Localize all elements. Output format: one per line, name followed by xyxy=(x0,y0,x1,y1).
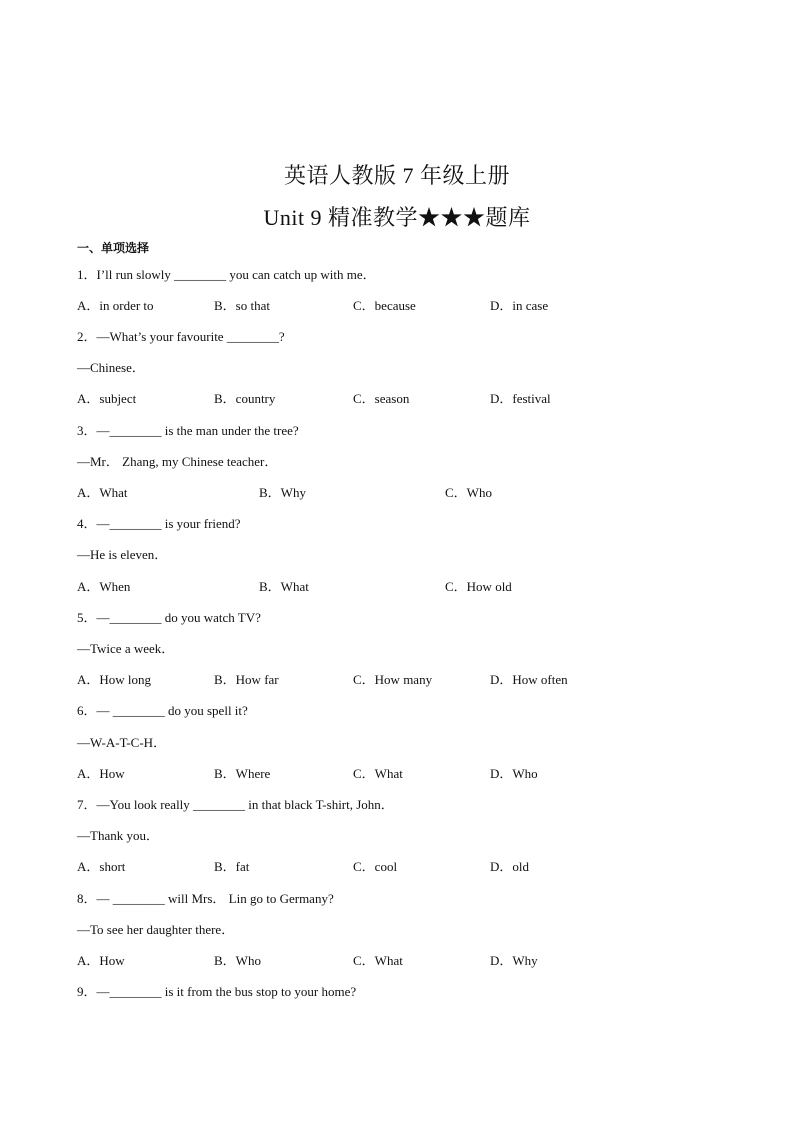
question-6-stem: 6．— ________ do you spell it? xyxy=(77,703,248,718)
question-2-stem: 2．—What’s your favourite ________? xyxy=(77,329,285,344)
question-1-option-b: B．so that xyxy=(214,298,270,313)
question-8-option-d: D．Why xyxy=(490,953,538,968)
question-8-option-b: B．Who xyxy=(214,953,261,968)
question-6-option-d: D．Who xyxy=(490,766,538,781)
question-3-stem: 3．—________ is the man under the tree? xyxy=(77,423,299,438)
question-2-option-c: C．season xyxy=(353,391,410,406)
question-4-options xyxy=(77,578,717,596)
question-5-option-a: A．How long xyxy=(77,672,152,687)
question-8-answer-line: —To see her daughter there． xyxy=(77,922,235,937)
question-5-option-c: C．How many xyxy=(353,672,433,687)
question-2-option-d: D．festival xyxy=(490,391,551,406)
question-4-option-a: A．When xyxy=(77,579,131,594)
page-subtitle: Unit 9 精准教学★★★题库 xyxy=(263,205,531,230)
question-8-stem: 8．— ________ will Mrs． Lin go to Germany? xyxy=(77,891,334,906)
question-3-option-b: B．Why xyxy=(259,485,306,500)
question-7-option-c: C．cool xyxy=(353,859,398,874)
question-7-options xyxy=(77,858,717,876)
question-6-option-b: B．Where xyxy=(214,766,271,781)
question-7-option-a: A．short xyxy=(77,859,126,874)
question-2-option-b: B．country xyxy=(214,391,276,406)
question-7-answer-line: —Thank you． xyxy=(77,828,159,843)
question-8-option-a: A．How xyxy=(77,953,125,968)
question-5-options xyxy=(77,671,717,689)
question-5-option-d: D．How often xyxy=(490,672,568,687)
question-3-option-c: C．Who xyxy=(445,485,492,500)
question-3-options xyxy=(77,484,717,502)
section-heading: 一、单项选择 xyxy=(77,241,150,255)
question-4-stem: 4．—________ is your friend? xyxy=(77,516,241,531)
question-1-stem: 1．I’ll run slowly ________ you can catch up with me． xyxy=(77,267,376,282)
question-5-answer-line: —Twice a week． xyxy=(77,641,175,656)
question-4-option-c: C．How old xyxy=(445,579,512,594)
question-4-option-b: B．What xyxy=(259,579,309,594)
question-2-options xyxy=(77,390,717,408)
question-5-stem: 5．—________ do you watch TV? xyxy=(77,610,261,625)
question-1-option-a: A．in order to xyxy=(77,298,154,313)
question-2-option-a: A．subject xyxy=(77,391,137,406)
question-1-option-c: C．because xyxy=(353,298,416,313)
question-8-options xyxy=(77,952,717,970)
question-6-answer-line: —W-A-T-C-H． xyxy=(77,735,167,750)
question-7-option-d: D．old xyxy=(490,859,530,874)
question-6-option-c: C．What xyxy=(353,766,403,781)
question-3-answer-line: —Mr． Zhang, my Chinese teacher． xyxy=(77,454,278,469)
page-title: 英语人教版 7 年级上册 xyxy=(283,163,510,188)
question-1-option-d: D．in case xyxy=(490,298,549,313)
question-5-option-b: B．How far xyxy=(214,672,279,687)
question-4-answer-line: —He is eleven． xyxy=(77,547,168,562)
question-9-stem: 9．—________ is it from the bus stop to your home? xyxy=(77,984,357,999)
question-2-answer-line: —Chinese． xyxy=(77,360,145,375)
question-6-options xyxy=(77,765,717,783)
question-7-option-b: B．fat xyxy=(214,859,250,874)
question-7-stem: 7．—You look really ________ in that black T-shirt, John． xyxy=(77,797,394,812)
question-1-options xyxy=(77,297,717,315)
question-6-option-a: A．How xyxy=(77,766,125,781)
question-8-option-c: C．What xyxy=(353,953,403,968)
question-3-option-a: A．What xyxy=(77,485,128,500)
